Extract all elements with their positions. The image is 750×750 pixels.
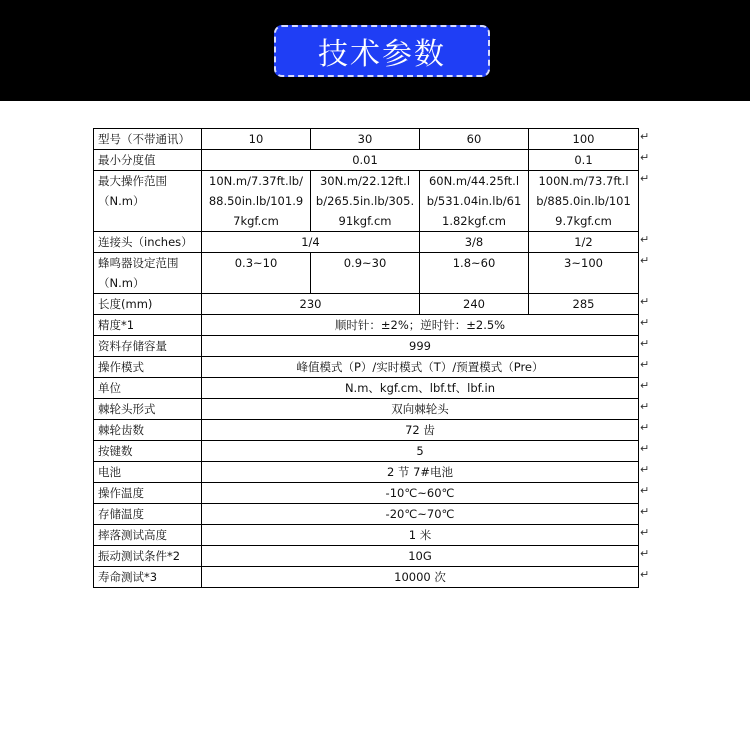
- row-end-mark: ↵: [640, 357, 650, 371]
- min-div-value: 0.1: [529, 150, 639, 171]
- row-end-mark: ↵: [640, 253, 650, 267]
- range-value: 60N.m/44.25ft.lb/531.04in.lb/611.82kgf.cm: [420, 171, 529, 232]
- row-label: 资料存储容量: [94, 336, 202, 357]
- table-row: [94, 441, 639, 462]
- range-value: 10N.m/7.37ft.lb/88.50in.lb/101.97kgf.cm: [202, 171, 311, 232]
- table-row: [94, 129, 639, 150]
- range-label: [94, 171, 202, 232]
- table-row: [94, 504, 639, 525]
- row-end-mark: ↵: [640, 171, 650, 185]
- row-end-mark: ↵: [640, 504, 650, 518]
- page-title: 技术参数: [318, 37, 446, 72]
- row-end-mark: ↵: [640, 129, 650, 143]
- row-value: 10000 次: [202, 567, 639, 588]
- row-label: 单位: [94, 378, 202, 399]
- table-row: [94, 232, 639, 253]
- row-label: 操作模式: [94, 357, 202, 378]
- row-value: 峰值模式（P）/实时模式（T）/预置模式（Pre）: [202, 357, 639, 378]
- table-row: [94, 525, 639, 546]
- length-value: 230: [202, 294, 420, 315]
- model-label: 型号（不带通讯）: [94, 129, 202, 150]
- connector-value: 1/2: [529, 232, 639, 253]
- row-value: 1 米: [202, 525, 639, 546]
- row-end-mark: ↵: [640, 294, 650, 308]
- table-row: [94, 462, 639, 483]
- row-end-mark: ↵: [640, 150, 650, 164]
- table-row: [94, 420, 639, 441]
- connector-value: 1/4: [202, 232, 420, 253]
- range-value: 30N.m/22.12ft.lb/265.5in.lb/305.91kgf.cm: [311, 171, 420, 232]
- table-row: [94, 546, 639, 567]
- row-end-mark: ↵: [640, 483, 650, 497]
- buzzer-label-line1: 蜂鸣器设定范围: [98, 256, 179, 270]
- connector-label: 连接头（inches）: [94, 232, 202, 253]
- buzzer-value: 3~100: [529, 253, 639, 294]
- table-row: [94, 378, 639, 399]
- table-row: [94, 315, 639, 336]
- table-row: [94, 483, 639, 504]
- row-end-mark: ↵: [640, 462, 650, 476]
- row-end-mark: ↵: [640, 567, 650, 581]
- row-label: 摔落测试高度: [94, 525, 202, 546]
- buzzer-label: [94, 253, 202, 294]
- row-label: 精度*1: [94, 315, 202, 336]
- row-value: 顺时针：±2%；逆时针：±2.5%: [202, 315, 639, 336]
- table-row: [94, 253, 639, 294]
- buzzer-value: 0.9~30: [311, 253, 420, 294]
- row-end-mark: ↵: [640, 441, 650, 455]
- table-row: [94, 357, 639, 378]
- buzzer-value: 0.3~10: [202, 253, 311, 294]
- row-label: 按键数: [94, 441, 202, 462]
- row-end-mark: ↵: [640, 232, 650, 246]
- row-value: 10G: [202, 546, 639, 567]
- range-value: 100N.m/73.7ft.lb/885.0in.lb/1019.7kgf.cm: [529, 171, 639, 232]
- row-end-mark: ↵: [640, 399, 650, 413]
- row-value: N.m、kgf.cm、lbf.tf、lbf.in: [202, 378, 639, 399]
- row-value: -10℃~60℃: [202, 483, 639, 504]
- buzzer-value: 1.8~60: [420, 253, 529, 294]
- row-end-mark: ↵: [640, 525, 650, 539]
- row-label: 电池: [94, 462, 202, 483]
- row-value: 5: [202, 441, 639, 462]
- row-label: 棘轮头形式: [94, 399, 202, 420]
- range-label-line2: （N.m）: [98, 194, 145, 208]
- row-label: 操作温度: [94, 483, 202, 504]
- row-value: 2 节 7#电池: [202, 462, 639, 483]
- min-div-value: 0.01: [202, 150, 529, 171]
- row-label: 寿命测试*3: [94, 567, 202, 588]
- buzzer-label-line2: （N.m）: [98, 276, 145, 290]
- row-label: 存储温度: [94, 504, 202, 525]
- row-end-mark: ↵: [640, 378, 650, 392]
- table-row: [94, 567, 639, 588]
- row-end-mark: ↵: [640, 546, 650, 560]
- row-label: 棘轮齿数: [94, 420, 202, 441]
- min-div-label: 最小分度值: [94, 150, 202, 171]
- row-end-mark: ↵: [640, 420, 650, 434]
- row-value: -20℃~70℃: [202, 504, 639, 525]
- length-value: 285: [529, 294, 639, 315]
- row-value: 双向棘轮头: [202, 399, 639, 420]
- table-row: [94, 399, 639, 420]
- table-row: [94, 336, 639, 357]
- length-label: 长度(mm): [94, 294, 202, 315]
- row-end-mark: ↵: [640, 336, 650, 350]
- table-row: [94, 150, 639, 171]
- row-end-mark: ↵: [640, 315, 650, 329]
- model-value: 10: [202, 129, 311, 150]
- row-label: 振动测试条件*2: [94, 546, 202, 567]
- connector-value: 3/8: [420, 232, 529, 253]
- row-value: 72 齿: [202, 420, 639, 441]
- spec-table: [93, 128, 639, 588]
- model-value: 30: [311, 129, 420, 150]
- header-bar: [0, 0, 750, 101]
- row-value: 999: [202, 336, 639, 357]
- length-value: 240: [420, 294, 529, 315]
- table-row: [94, 294, 639, 315]
- model-value: 60: [420, 129, 529, 150]
- table-row: [94, 171, 639, 232]
- range-label-line1: 最大操作范围: [98, 174, 167, 188]
- title-badge: [274, 25, 490, 77]
- model-value: 100: [529, 129, 639, 150]
